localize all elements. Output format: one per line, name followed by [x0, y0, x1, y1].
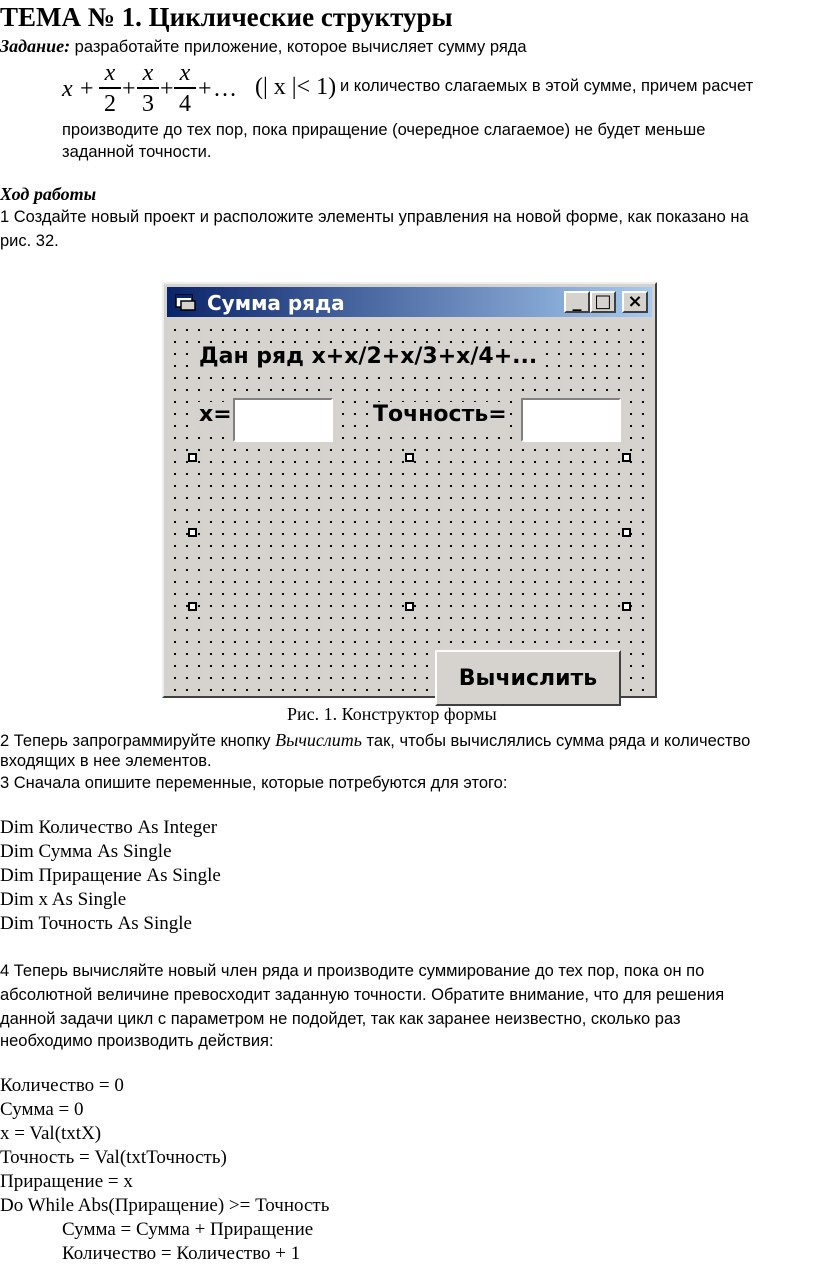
code-line: Точность = Val(txtТочность) — [0, 1147, 227, 1168]
step4-line: абсолютной величине превосходит заданную точности. Обратите внимание, что для решения — [0, 986, 725, 1004]
step1-line1: 1 Создайте новый проект и расположите элементы управления на новой форме, как показано на — [0, 208, 749, 226]
selection-handle[interactable] — [188, 602, 197, 611]
precision-input[interactable] — [521, 398, 621, 442]
task-text: разработайте приложение, которое вычисляет сумму ряда — [70, 38, 527, 56]
task-label: Задание: — [0, 36, 71, 56]
document-title: ТЕМА № 1. Циклические структуры — [0, 2, 453, 32]
selection-handle[interactable] — [188, 453, 197, 462]
code-line: x = Val(txtX) — [0, 1123, 102, 1144]
selection-handle[interactable] — [622, 453, 631, 462]
code-line: Сумма = 0 — [0, 1099, 84, 1120]
code-line: Dim Точность As Single — [0, 913, 192, 934]
formula-fraction: x 2 — [99, 60, 121, 118]
formula-ellipsis: … — [213, 76, 237, 102]
x-input[interactable] — [233, 398, 333, 442]
code-line-indented: Количество = Количество + 1 — [62, 1243, 301, 1264]
code-line-indented: Сумма = Сумма + Приращение — [62, 1219, 314, 1240]
code-line: Приращение = x — [0, 1171, 133, 1192]
formula-plus: + — [80, 76, 94, 102]
formula-condition: (| x |< 1) — [255, 74, 337, 100]
step4-line: 4 Теперь вычисляйте новый член ряда и производите суммирование до тех пор, пока он по — [0, 962, 705, 980]
x-label: x= — [199, 402, 232, 427]
figure-caption: Рис. 1. Конструктор формы — [287, 704, 497, 724]
form-designer-window — [162, 282, 657, 698]
series-label: Дан ряд x+x/2+x/3+x/4+... — [199, 344, 538, 369]
task-line-3: производите до тех пор, пока приращение (очередное слагаемое) не будет меньше — [62, 121, 706, 139]
step1-line2: рис. 32. — [0, 232, 59, 250]
step3-text: 3 Сначала опишите переменные, которые потребуются для этого: — [0, 774, 508, 792]
task-line — [0, 36, 527, 57]
maximize-button[interactable] — [590, 291, 616, 313]
code-line: Dim x As Single — [0, 889, 127, 910]
precision-label: Точность= — [373, 402, 507, 427]
maximize-icon: □ — [594, 291, 612, 312]
step4-line: данной задачи цикл с параметром не подойдет, так как заранее неизвестно, сколько раз — [0, 1010, 681, 1028]
calculate-button[interactable]: Вычислить — [435, 650, 621, 706]
task-line-4: заданной точности. — [62, 143, 212, 161]
code-line: Dim Количество As Integer — [0, 817, 218, 838]
selection-handle[interactable] — [622, 602, 631, 611]
selection-handle[interactable] — [188, 528, 197, 537]
close-button[interactable] — [622, 291, 648, 313]
formula-fraction: x 3 — [137, 60, 159, 118]
code-line: Dim Сумма As Single — [0, 841, 172, 862]
window-title: Сумма ряда — [207, 291, 345, 315]
step4-line: необходимо производить действия: — [0, 1032, 274, 1050]
window-titlebar[interactable] — [167, 287, 652, 317]
close-icon: × — [627, 291, 643, 312]
minimize-icon: _ — [572, 291, 582, 312]
formula-fraction: x 4 — [174, 60, 196, 118]
formula-plus: + — [160, 76, 174, 102]
formula-plus: + — [122, 76, 136, 102]
step2-line2: входящих в нее элементов. — [0, 752, 212, 770]
selection-handle[interactable] — [622, 528, 631, 537]
step2-line1: 2 Теперь запрограммируйте кнопку Вычислить так, чтобы вычислялись сумма ряда и количество — [0, 730, 751, 750]
selection-handle[interactable] — [405, 453, 414, 462]
code-line: Dim Приращение As Single — [0, 865, 221, 886]
code-line: Do While Abs(Приращение) >= Точность — [0, 1195, 330, 1216]
form-icon — [175, 293, 197, 311]
workflow-heading: Ход работы — [0, 184, 97, 204]
formula-x: x — [62, 76, 73, 102]
task-continuation: и количество слагаемых в этой сумме, причем расчет — [340, 77, 754, 95]
formula-plus: + — [198, 76, 212, 102]
minimize-button[interactable] — [564, 291, 590, 313]
selection-handle[interactable] — [405, 602, 414, 611]
form-client-area[interactable] — [167, 320, 652, 693]
code-line: Количество = 0 — [0, 1075, 124, 1096]
